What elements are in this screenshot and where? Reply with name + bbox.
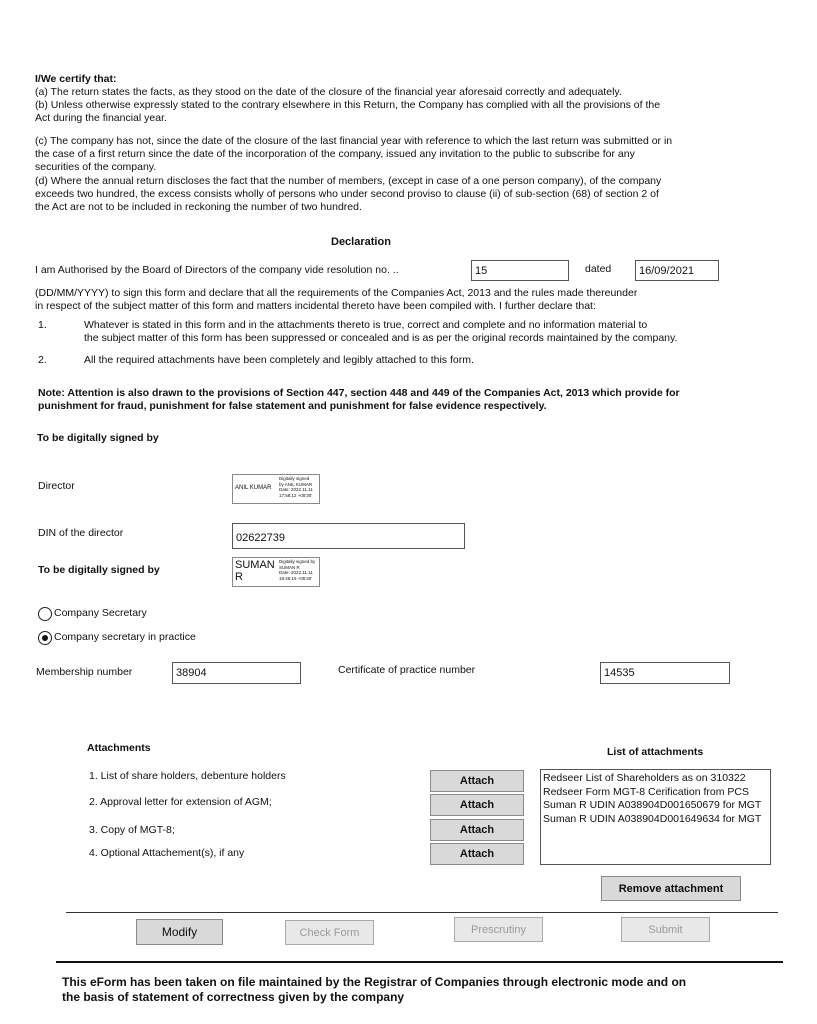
certify-d-line1: (d) Where the annual return discloses the fact that the number of members, (except in case of a one person company), of the company (35, 175, 662, 187)
director-label: Director (38, 480, 75, 492)
note-line2: punishment for fraud, punishment for false statement and punishment for false evidence respectively. (38, 400, 547, 412)
declaration-item2: All the required attachments have been completely and legibly attached to this form. (84, 354, 474, 366)
declaration-item2-number: 2. (38, 354, 47, 366)
cs-signature-details: Digitally signed by SUMAN R Date: 2022.11.11 18:46:16 +05'30' (279, 559, 316, 581)
declaration-item1-number: 1. (38, 319, 47, 331)
list-item[interactable]: Suman R UDIN A038904D001649634 for MGT (543, 812, 762, 825)
authorised-text: I am Authorised by the Board of Directors of the company vide resolution no. .. (35, 264, 399, 276)
radio-company-secretary-in-practice[interactable] (38, 631, 52, 645)
director-signature-details: Digitally signed by ANIL KUMAR Date: 2022.11.11 17:58:12 +05'30' (279, 476, 313, 498)
certificate-of-practice-input[interactable]: 14535 (600, 662, 730, 684)
footer-line1: This eForm has been taken on file maintained by the Registrar of Companies through electronic mode and on (62, 975, 687, 989)
attach-button-optional[interactable]: Attach (430, 843, 524, 865)
list-item[interactable]: Redseer List of Shareholders as on 310322 (543, 772, 746, 784)
director-digital-signature[interactable] (232, 474, 320, 504)
attachment-item-mgt8: 3. Copy of MGT-8; (89, 824, 175, 836)
declaration-line3: in respect of the subject matter of this form and matters incidental thereto have been compiled with. I further declare that: (35, 300, 596, 312)
membership-number-input[interactable]: 38904 (172, 662, 301, 684)
attachments-heading: Attachments (87, 742, 151, 754)
certify-b-line2: Act during the financial year. (35, 112, 167, 124)
declaration-line2: (DD/MM/YYYY) to sign this form and declare that all the requirements of the Companies Act, 2013 and the rules made thereunder (35, 287, 638, 299)
resolution-date-input[interactable]: 16/09/2021 (635, 260, 719, 281)
attach-button-approval-letter[interactable]: Attach (430, 794, 524, 816)
declaration-title: Declaration (331, 236, 391, 248)
declaration-item1-line2: the subject matter of this form has been suppressed or concealed and is as per the original records maintained by the company. (84, 332, 678, 344)
attachments-listbox[interactable] (540, 769, 771, 865)
divider (66, 912, 778, 913)
radio-company-secretary-in-practice-label: Company secretary in practice (54, 631, 196, 643)
cs-digital-signature[interactable] (232, 557, 320, 587)
certify-d-line3: the Act are not to be included in reckoning the number of two hundred. (35, 201, 362, 213)
declaration-item1-line1: Whatever is stated in this form and in the attachments thereto is true, correct and complete and no information material to (84, 319, 648, 331)
footer-line2: the basis of statement of correctness given by the company (62, 990, 405, 1004)
remove-attachment-button[interactable]: Remove attachment (601, 876, 741, 901)
to-be-signed-heading-2: To be digitally signed by (38, 564, 160, 576)
submit-button[interactable]: Submit (621, 917, 710, 942)
radio-company-secretary[interactable] (38, 607, 52, 621)
attach-button-share-holders[interactable]: Attach (430, 770, 524, 792)
certify-c-line3: securities of the company. (35, 161, 157, 173)
modify-button[interactable]: Modify (136, 919, 223, 945)
resolution-number-input[interactable]: 15 (471, 260, 569, 281)
dated-label: dated (585, 263, 612, 275)
director-signature-name: ANIL KUMAR (235, 485, 272, 491)
footer-divider (56, 961, 783, 963)
certificate-of-practice-label: Certificate of practice number (338, 664, 476, 676)
certify-a: (a) The return states the facts, as they stood on the date of the closure of the financial year aforesaid correctly and adequately. (35, 86, 622, 98)
certify-heading: I/We certify that: (35, 73, 117, 85)
prescrutiny-button[interactable]: Prescrutiny (454, 917, 543, 942)
note-line1: Note: Attention is also drawn to the provisions of Section 447, section 448 and 449 of the Companies Act, 2013 which provide for (38, 387, 680, 399)
din-input[interactable]: 02622739 (232, 523, 465, 549)
certify-c-line2: the case of a first return since the date of the incorporation of the company, issued any invitation to the public to subscribe for any (35, 148, 635, 160)
to-be-signed-heading: To be digitally signed by (37, 432, 159, 444)
din-label: DIN of the director (38, 527, 124, 539)
membership-label: Membership number (36, 666, 133, 678)
list-item[interactable]: Suman R UDIN A038904D001650679 for MGT (543, 799, 762, 811)
certify-c-line1: (c) The company has not, since the date of the closure of the last financial year with reference to which the last return was submitted or in (35, 135, 673, 147)
list-item[interactable]: Redseer Form MGT-8 Cerification from PCS (543, 785, 749, 798)
attachment-item-optional: 4. Optional Attachement(s), if any (89, 847, 245, 859)
radio-company-secretary-label: Company Secretary (54, 607, 147, 619)
attachment-item-approval-letter: 2. Approval letter for extension of AGM; (89, 796, 272, 808)
list-of-attachments-heading: List of attachments (607, 746, 704, 758)
cs-signature-name: SUMAN R (235, 559, 275, 583)
attachment-item-share-holders: 1. List of share holders, debenture holders (89, 770, 286, 782)
attach-button-mgt8[interactable]: Attach (430, 819, 524, 841)
certify-d-line2: exceeds two hundred, the excess consists wholly of persons who under second proviso to clause (ii) of sub-section (68) of section 2 of (35, 188, 659, 200)
certify-b-line1: (b) Unless otherwise expressly stated to the contrary elsewhere in this Return, the Company has complied with all the provisions of the (35, 99, 661, 111)
check-form-button[interactable]: Check Form (285, 920, 374, 945)
